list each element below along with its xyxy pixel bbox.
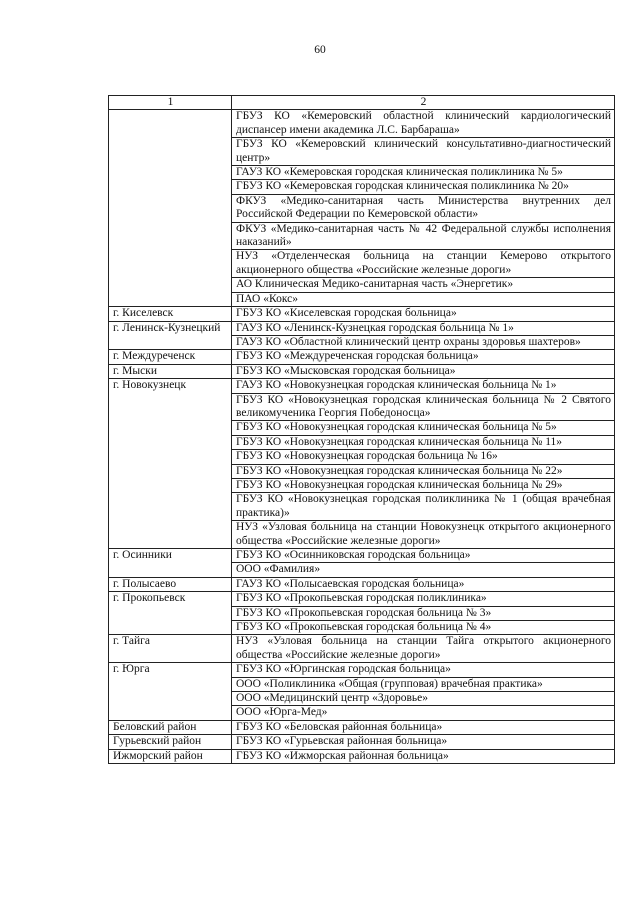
organization-cell: АО Клиническая Медико-санитарная часть «Энергетик» <box>232 278 615 292</box>
organization-cell: НУЗ «Узловая больница на станции Тайга открытого акционерного общества «Российские железные дороги» <box>232 635 615 663</box>
table-row <box>109 350 615 364</box>
organization-cell: ГАУЗ КО «Ленинск-Кузнецкая городская больница № 1» <box>232 321 615 335</box>
organization-cell: ООО «Фамилия» <box>232 563 615 577</box>
table-header <box>109 96 615 110</box>
city-cell: г. Тайга <box>109 635 232 663</box>
organization-cell: ООО «Медицинский центр «Здоровье» <box>232 692 615 706</box>
organization-cell: ГБУЗ КО «Кемеровская городская клиническая поликлиника № 20» <box>232 180 615 194</box>
organization-cell: ГБУЗ КО «Прокопьевская городская больница № 4» <box>232 621 615 635</box>
organization-cell: ГБУЗ КО «Новокузнецкая городская клиническая больница № 29» <box>232 478 615 492</box>
organization-cell: ГАУЗ КО «Новокузнецкая городская клиническая больница № 1» <box>232 379 615 393</box>
city-cell: г. Междуреченск <box>109 350 232 364</box>
table-row <box>109 321 615 335</box>
table-row <box>109 577 615 591</box>
table-body <box>109 110 615 764</box>
table-row <box>109 364 615 378</box>
organization-cell: ГБУЗ КО «Юргинская городская больница» <box>232 663 615 677</box>
organization-cell: ФКУЗ «Медико-санитарная часть № 42 Федеральной службы исполнения наказаний» <box>232 222 615 250</box>
table-row <box>109 110 615 138</box>
city-cell: г. Прокопьевск <box>109 592 232 635</box>
header-col-2: 2 <box>232 96 615 110</box>
city-cell <box>109 110 232 307</box>
city-cell: г. Юрга <box>109 663 232 721</box>
organization-cell: ГБУЗ КО «Прокопьевская городская поликлиника» <box>232 592 615 606</box>
city-cell: г. Новокузнецк <box>109 379 232 549</box>
city-cell: г. Полысаево <box>109 577 232 591</box>
table-row <box>109 379 615 393</box>
table-row <box>109 592 615 606</box>
organization-cell: ГАУЗ КО «Кемеровская городская клиническая поликлиника № 5» <box>232 166 615 180</box>
table-row <box>109 749 615 763</box>
organization-cell: ГБУЗ КО «Новокузнецкая городская клиническая больница № 5» <box>232 421 615 435</box>
organization-cell: ГБУЗ КО «Киселевская городская больница» <box>232 307 615 321</box>
organization-cell: ГБУЗ КО «Новокузнецкая городская клиническая больница № 2 Святого великомученика Георгия Победоносца» <box>232 393 615 421</box>
organization-cell: ГБУЗ КО «Гурьевская районная больница» <box>232 735 615 749</box>
organization-cell: ГБУЗ КО «Новокузнецкая городская клиническая больница № 22» <box>232 464 615 478</box>
organization-cell: НУЗ «Узловая больница на станции Новокузнецк открытого акционерного общества «Российские железные дороги» <box>232 521 615 549</box>
table-row <box>109 635 615 663</box>
organization-cell: НУЗ «Отделенческая больница на станции Кемерово открытого акционерного общества «Российские железные дороги» <box>232 250 615 278</box>
organization-cell: ГБУЗ КО «Новокузнецкая городская клиническая больница № 11» <box>232 435 615 449</box>
organization-cell: ГБУЗ КО «Новокузнецкая городская больница № 16» <box>232 450 615 464</box>
organization-cell: ГБУЗ КО «Междуреченская городская больница» <box>232 350 615 364</box>
table-row <box>109 307 615 321</box>
organization-cell: ПАО «Кокс» <box>232 292 615 306</box>
page-number: 60 <box>314 44 326 56</box>
organization-cell: ГБУЗ КО «Новокузнецкая городская поликлиника № 1 (общая врачебная практика)» <box>232 493 615 521</box>
city-cell: г. Мыски <box>109 364 232 378</box>
organization-cell: ГБУЗ КО «Прокопьевская городская больница № 3» <box>232 606 615 620</box>
table-row <box>109 720 615 734</box>
city-cell: г. Ленинск-Кузнецкий <box>109 321 232 350</box>
table-row <box>109 549 615 563</box>
organization-cell: ФКУЗ «Медико-санитарная часть Министерства внутренних дел Российской Федерации по Кемеровской области» <box>232 194 615 222</box>
header-row <box>109 96 615 110</box>
table-row <box>109 735 615 749</box>
organization-cell: ГБУЗ КО «Осинниковская городская больница» <box>232 549 615 563</box>
organization-cell: ООО «Юрга-Мед» <box>232 706 615 720</box>
header-col-1: 1 <box>109 96 232 110</box>
table-row <box>109 663 615 677</box>
city-cell: Ижморский район <box>109 749 232 763</box>
organization-cell: ГАУЗ КО «Областной клинический центр охраны здоровья шахтеров» <box>232 335 615 349</box>
organization-cell: ГБУЗ КО «Кемеровский клинический консультативно-диагностический центр» <box>232 138 615 166</box>
organization-cell: ГБУЗ КО «Ижморская районная больница» <box>232 749 615 763</box>
city-cell: Беловский район <box>109 720 232 734</box>
organization-cell: ГБУЗ КО «Кемеровский областной клинический кардиологический диспансер имени академика Л.С. Барбараша» <box>232 110 615 138</box>
organization-cell: ГБУЗ КО «Беловская районная больница» <box>232 720 615 734</box>
city-cell: г. Киселевск <box>109 307 232 321</box>
hospital-table <box>108 95 615 764</box>
city-cell: Гурьевский район <box>109 735 232 749</box>
organization-cell: ООО «Поликлиника «Общая (групповая) врачебная практика» <box>232 677 615 691</box>
organization-cell: ГАУЗ КО «Полысаевская городская больница» <box>232 577 615 591</box>
organization-cell: ГБУЗ КО «Мысковская городская больница» <box>232 364 615 378</box>
city-cell: г. Осинники <box>109 549 232 578</box>
